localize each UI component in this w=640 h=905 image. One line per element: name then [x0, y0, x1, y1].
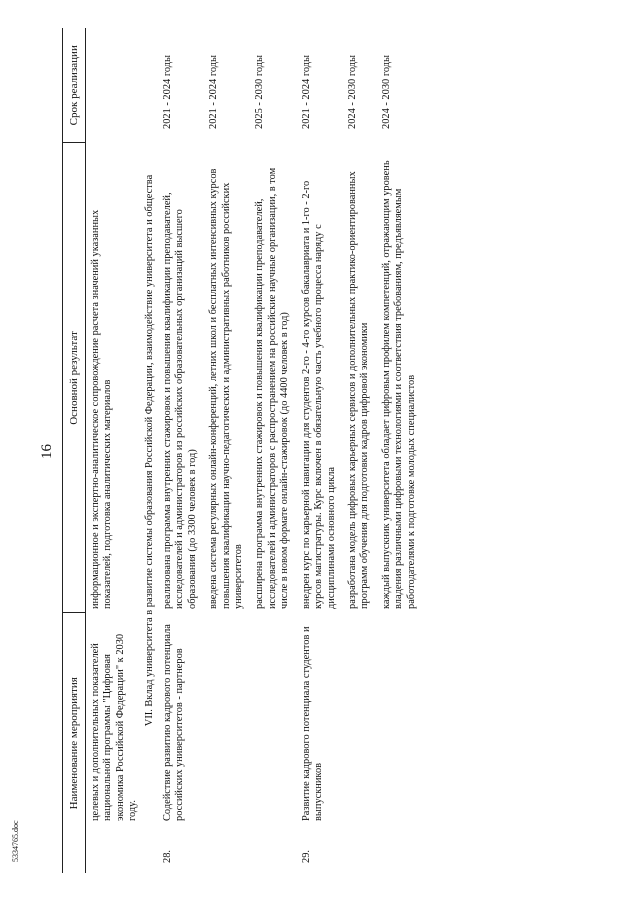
activity-name: Развитие кадрового потенциала студентов и выпускников: [300, 626, 325, 821]
header-deadline: Срок реализации: [63, 28, 86, 143]
result-text: реализована программа внутренних стажировок и повышения квалификации преподавателей, исследователей и администраторов из российских образовательных организаций высшего образования (до 3300 человек в год): [162, 192, 198, 609]
header-main-result: Основной результат: [63, 143, 86, 613]
cell-name-continuation: целевых и дополнительных показателей национальной программы "Цифровая экономика Российской Федерации" к 2030 году.: [90, 633, 139, 821]
row-spacer: [199, 28, 208, 873]
activities-table: [62, 28, 418, 873]
result-cell: [381, 143, 418, 613]
result-text: разработана модель цифровых карьерных сервисов и дополнительных практико-ориентированных программ обучения для подготовки кадров цифровой экономики: [346, 171, 371, 609]
rotated-table-area: [62, 28, 618, 873]
row-spacer: [338, 28, 347, 873]
deadline-cell: 2024 - 2030 годы: [380, 55, 392, 129]
table-header-row: [63, 28, 86, 873]
cell-result-continuation: [86, 143, 140, 613]
cell-num-empty: [86, 825, 140, 873]
result-text: информационное и экспертно-аналитическое сопровождение расчета значений указанных показателей, подготовка аналитических материалов: [90, 209, 114, 609]
header-activity-name: Наименование мероприятия: [63, 613, 86, 873]
section-title: VII. Вклад университета в развитие системы образования Российской Федерации, взаимодействие университета и общества: [143, 174, 155, 727]
document-file-code: 5334765.doc: [11, 820, 20, 862]
section-heading-row: [140, 28, 162, 873]
result-text: введена система регулярных онлайн-конференций, летних школ и бесплатных интенсивных курсов повышения квалификации научно-педагогических и административных работников российских университетов: [208, 168, 245, 609]
table-row-28-c: [254, 28, 291, 873]
deadline-cell: 2021 - 2024 годы: [208, 55, 220, 129]
table-row-29-b: [347, 28, 372, 873]
result-cell: [254, 143, 291, 613]
cell-deadline-empty: [86, 28, 140, 143]
deadline-cell: 2024 - 2030 годы: [346, 55, 358, 129]
deadline-cell: 2025 - 2030 годы: [254, 55, 266, 129]
result-text: расширена программа внутренних стажировок и повышения квалификации преподавателей, исследователей и администраторов с распространением на российские научные организации, в том числе в новом формате онлайн-стажировок (до 4400 человек в год): [254, 167, 291, 609]
row-number: 28.: [162, 850, 174, 863]
result-cell: [162, 143, 199, 613]
activity-name: Содействие развитию кадрового потенциала российских университетов - партнеров: [162, 624, 186, 821]
deadline-cell: 2021 - 2024 годы: [162, 55, 174, 129]
table-row-29-c: [381, 28, 418, 873]
table-row-28-a: [162, 28, 199, 873]
page-number: 16: [39, 444, 55, 459]
result-cell: [208, 143, 245, 613]
result-cell: [301, 143, 338, 613]
row-spacer: [245, 28, 254, 873]
result-cell: [347, 143, 372, 613]
row-number: 29.: [300, 850, 312, 863]
table-row-28-b: [208, 28, 245, 873]
row-spacer: [372, 28, 381, 873]
row-spacer: [292, 28, 301, 873]
deadline-cell: 2021 - 2024 годы: [300, 55, 312, 129]
table-row-29-a: [301, 28, 338, 873]
result-text: внедрен курс по карьерной навигации для студентов 2-го - 4-го курсов бакалавриата и 1-го - 2-го курсов магистратуры. Курс включен в обязательную часть учебного процесса наряду с дисциплинами основного цикла: [300, 180, 337, 609]
result-text: каждый выпускник университета обладает цифровым профилем компетенций, отражающим уровень владения различными цифровыми технологиями и соответствия требованиям, предъявляемым работодателями к подготовке молодых специалистов: [380, 160, 417, 609]
table-row-continuation: [86, 28, 140, 873]
